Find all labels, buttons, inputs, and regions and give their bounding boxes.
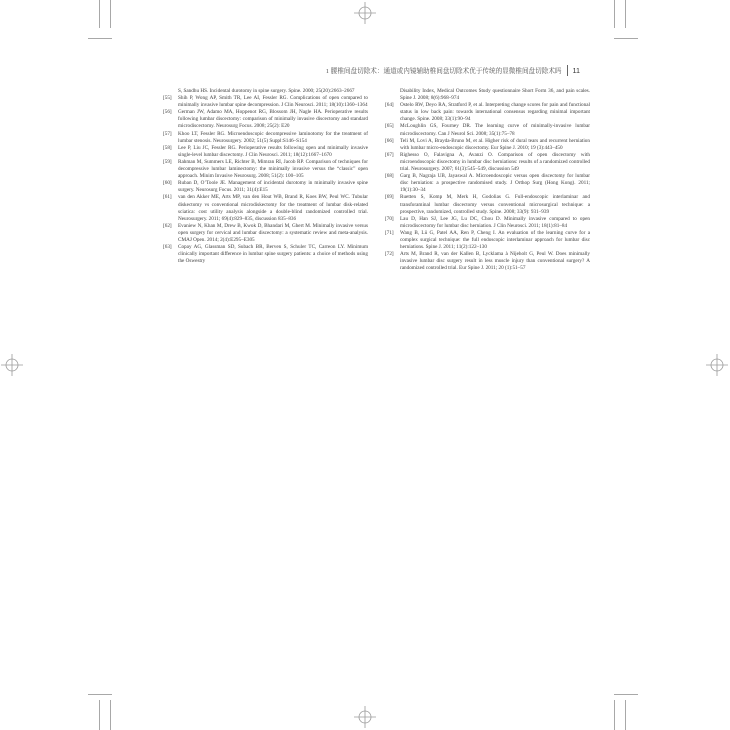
reference-text: Disability Index, Medical Outcomes Study questionnaire Short Form 36, and pain scales. Spine J. 2008; 8(6):968–974 bbox=[400, 88, 590, 102]
reference-text: Righesso O, Falavigna A, Avanzi O. Comparison of open discectomy with microendoscopic discectomy in lumbar disc herniations: results of a randomized controlled trial. Neurosurgery. 2007; 61(3):545–549, discussion 549 bbox=[400, 151, 590, 173]
reference-text: Teli M, Lovi A, Brayda-Bruno M, et al. Higher risk of dural tears and recurrent herniation with lumbar micro-endoscopic discectomy. Eur Spine J. 2010; 19 (3):443–450 bbox=[400, 137, 590, 151]
crop-mark bbox=[614, 694, 638, 695]
header-title: 1 腰椎间盘切除术：通道或内镜辅助椎间盘切除术优于传统的显微椎间盘切除术吗 bbox=[325, 68, 562, 75]
reference-text: Arts M, Brand R, van der Kallen B, Lycklama à Nijeholt G, Peul W. Does minimally invasive lumbar disc surgery result in less muscle injury than conventional surgery? A randomized controlled trial. Eur Spine J. 2011; 20 (1):51–57 bbox=[400, 251, 590, 272]
crop-mark bbox=[88, 694, 112, 695]
crop-mark bbox=[614, 38, 638, 39]
reference-number: [62] bbox=[163, 222, 172, 229]
reference-text: Shih P, Wong AP, Smith TR, Lee AI, Fessler RG. Complications of open compared to minimally invasive lumbar spine decompression. J Clin Neurosci. 2011; 18(10):1360–1364 bbox=[178, 95, 368, 109]
reference-number: [69] bbox=[385, 194, 394, 201]
reference-entry bbox=[163, 244, 368, 265]
reference-text: McLoughlin GS, Fourney DR. The learning curve of minimally-invasive lumbar microdiscectomy. Can J Neurol Sci. 2008; 35(1):75–78 bbox=[400, 123, 590, 137]
reference-number: [58] bbox=[163, 144, 172, 151]
reference-entry bbox=[163, 131, 368, 145]
reference-text: Lee P, Liu JC, Fessler RG. Perioperative results following open and minimally invasive single-level lumbar discectomy. J Clin Neurosci. 2011; 18(12):1667–1670 bbox=[178, 144, 368, 158]
reference-number: [56] bbox=[163, 109, 172, 116]
reference-number: [66] bbox=[385, 137, 394, 144]
reference-number: [55] bbox=[163, 95, 172, 102]
reference-text: Ruetten S, Komp M, Merk H, Godolias G. Full-endoscopic interlaminar and transforaminal lumbar discectomy versus conventional microsurgical technique: a prospective, randomized, controlled study. Spine. 2008; 33(9): 931–939 bbox=[400, 194, 590, 215]
reference-number: [70] bbox=[385, 215, 394, 222]
registration-mark-icon bbox=[706, 354, 728, 376]
page-number: 11 bbox=[572, 65, 580, 75]
registration-mark-icon bbox=[354, 706, 376, 728]
reference-entry bbox=[385, 194, 590, 215]
reference-text: Ostelo RW, Deyo RA, Stratford P, et al. Interpreting change scores for pain and functional status in low back pain: towards international consensus regarding minimal important change. Spine. 2008; 33(1):90–94 bbox=[400, 102, 590, 123]
reference-entry bbox=[385, 173, 590, 194]
reference-text: Rahman M, Summers LE, Richter B, Mimran RI, Jacob RP. Comparison of techniques for decompressive lumbar laminectomy: the minimally invasive versus the “classic” open approach. Minim Invasive Neurosurg. 2008; 51(2): 100–105 bbox=[178, 158, 368, 180]
reference-number: [67] bbox=[385, 151, 394, 158]
crop-mark bbox=[110, 0, 111, 28]
crop-mark bbox=[110, 700, 111, 730]
reference-number: [64] bbox=[385, 102, 394, 109]
reference-entry bbox=[163, 194, 368, 222]
reference-number: [68] bbox=[385, 173, 394, 180]
reference-text: Lau D, Han SJ, Lee JG, Lu DC, Chou D. Minimally invasive compared to open microdiscectomy for lumbar disc herniation. J Clin Neurosci. 2011; 18(1):81–84 bbox=[400, 215, 590, 229]
reference-entry bbox=[163, 159, 368, 180]
reference-text: Copay AG, Glassman SD, Subach BR, Berven S, Schuler TC, Carreon LY. Minimum clinically important difference in lumbar spine surgery patients: a choice of methods using the Oswestry bbox=[178, 244, 368, 265]
reference-number: [71] bbox=[385, 229, 394, 236]
crop-mark bbox=[99, 700, 100, 730]
references-right-column bbox=[385, 88, 590, 272]
reference-entry bbox=[385, 152, 590, 173]
reference-text: Evaniew N, Khan M, Drew B, Kwok D, Bhandari M, Ghert M. Minimally invasive versus open surgery for cervical and lumbar discectomy: a systematic review and meta-analysis. CMAJ Open. 2014; 2(4):E295–E305 bbox=[178, 222, 368, 243]
crop-mark bbox=[99, 0, 100, 28]
reference-number: [60] bbox=[163, 180, 172, 187]
reference-text: Khoo LT, Fessler RG. Microendoscopic decompressive laminotomy for the treatment of lumbar stenosis. Neurosurgery. 2002; 51(5) Suppl:S146–S154 bbox=[178, 130, 368, 144]
reference-text: S, Sandhu HS. Incidental durotomy in spine surgery. Spine. 2000; 25(20):2663–2667 bbox=[178, 88, 355, 94]
running-header bbox=[270, 64, 580, 76]
reference-entry bbox=[385, 102, 590, 123]
registration-mark-icon bbox=[354, 2, 376, 24]
reference-entry bbox=[163, 109, 368, 130]
crop-mark bbox=[625, 0, 626, 28]
reference-entry bbox=[385, 230, 590, 251]
reference-number: [57] bbox=[163, 130, 172, 137]
reference-entry bbox=[163, 223, 368, 244]
reference-entry bbox=[385, 138, 590, 152]
references-left-column bbox=[163, 88, 368, 265]
crop-mark bbox=[625, 700, 626, 730]
reference-text: Wang B, Lü G, Patel AA, Ren P, Cheng I. An evaluation of the learning curve for a complex surgical technique: the full endoscopic interlaminar approach for lumbar disc herniations. Spine J. 2011; 11(2):122–130 bbox=[400, 229, 590, 251]
reference-text: Garg B, Nagraja UB, Jayaswal A. Microendoscopic versus open discectomy for lumbar disc herniation: a prospective randomised study. J Orthop Surg (Hong Kong). 2011; 19(1):30–34 bbox=[400, 173, 590, 194]
reference-text: van den Akker ME, Arts MP, van den Hout WB, Brand R, Koes BW, Peul WC. Tubular diskectomy vs conventional microdiskectomy for the treatment of lumbar disk-related sciatica: cost utility analysis alongside a double-blind randomized controlled trial. Neurosurgery. 2011; 69(4):829–835, discussion 835–836 bbox=[178, 194, 368, 222]
reference-text: German JW, Adamo MA, Hoppenot RG, Blossom JH, Nagle HA. Perioperative results following lumbar discectomy: comparison of minimally invasive discectomy and standard microdiscectomy. Neurosurg Focus. 2008; 25(2): E20 bbox=[178, 109, 368, 130]
reference-entry bbox=[163, 180, 368, 194]
reference-number: [65] bbox=[385, 123, 394, 130]
reference-entry bbox=[385, 88, 590, 102]
reference-number: [61] bbox=[163, 194, 172, 201]
header-divider bbox=[567, 65, 568, 76]
registration-mark-icon bbox=[1, 354, 23, 376]
crop-mark bbox=[614, 700, 615, 730]
reference-entry bbox=[163, 95, 368, 109]
crop-mark bbox=[614, 0, 615, 28]
reference-entry bbox=[385, 123, 590, 137]
reference-number: [59] bbox=[163, 158, 172, 165]
reference-entry bbox=[385, 251, 590, 272]
reference-number: [72] bbox=[385, 251, 394, 258]
reference-entry bbox=[163, 145, 368, 159]
reference-text: Ruban D, O’Toole JE. Management of incidental durotomy in minimally invasive spine surgery. Neurosurg Focus. 2011; 31(4):E15 bbox=[178, 180, 368, 194]
reference-number: [63] bbox=[163, 244, 172, 251]
crop-mark bbox=[88, 38, 112, 39]
reference-entry bbox=[385, 216, 590, 230]
